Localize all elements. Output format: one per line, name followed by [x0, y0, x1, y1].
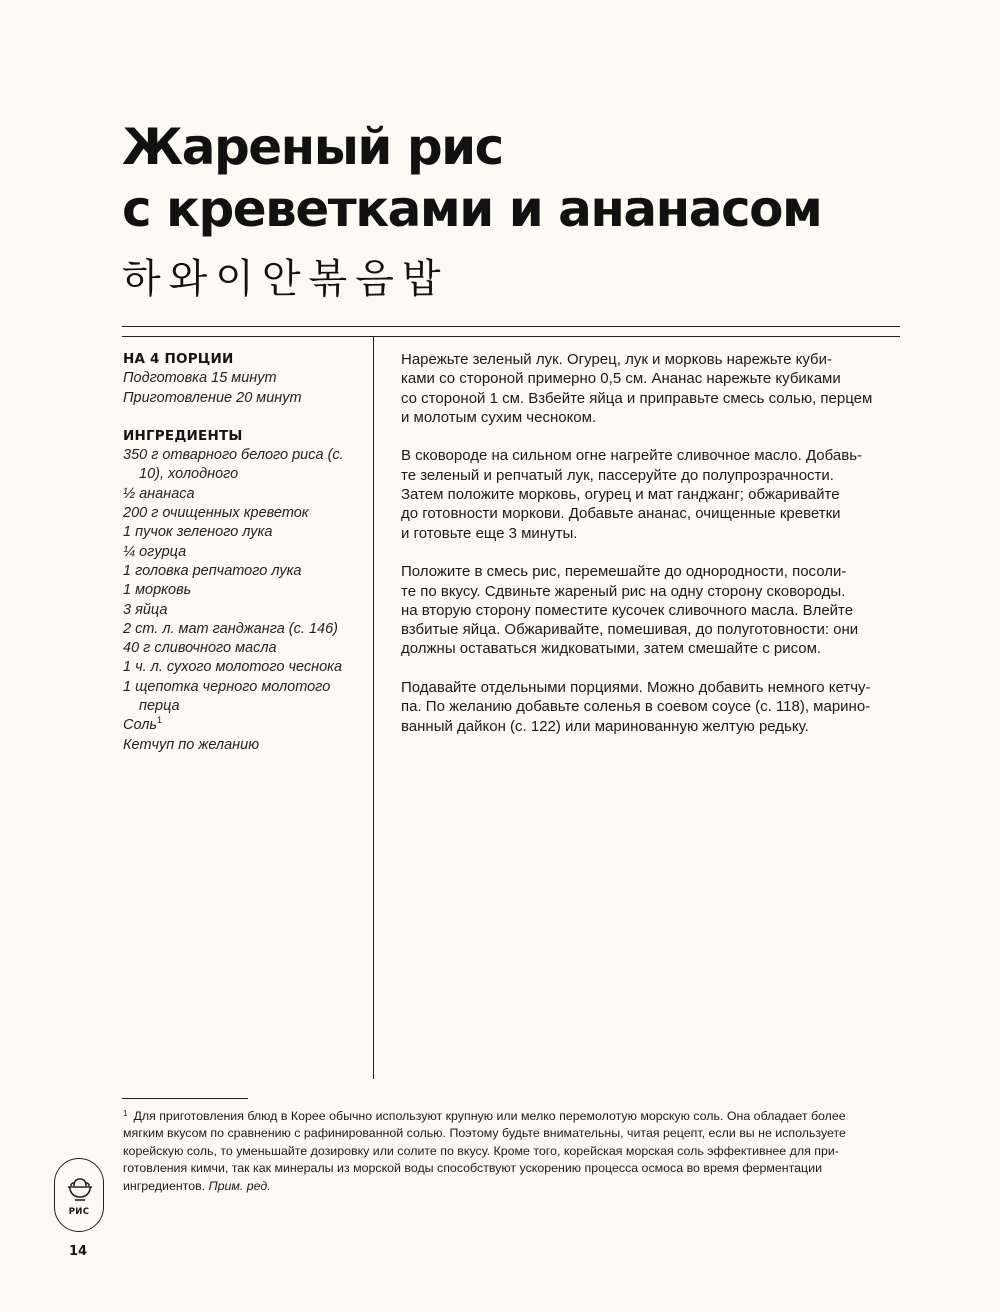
section-label: РИС	[68, 1207, 90, 1217]
step-line: и молотым сухим чесноком.	[401, 408, 597, 426]
step-line: Затем положите морковь, огурец и мат ганджанг; обжаривайте	[401, 486, 840, 504]
korean-title: 하와이안볶음밥	[122, 256, 449, 302]
ingredient-item: 1 морковь	[123, 582, 192, 599]
step-line: и готовьте еще 3 минуты.	[401, 524, 578, 542]
ingredient-salt-text: Соль	[123, 717, 158, 734]
footnote-line-last	[123, 1178, 901, 1195]
servings-heading: НА 4 ПОРЦИИ	[123, 351, 234, 367]
ingredient-item: ½ ананаса	[123, 485, 195, 502]
footnote-line	[123, 1108, 901, 1125]
column-divider	[373, 336, 374, 1079]
rice-bowl-icon	[65, 1173, 95, 1203]
ingredients-column	[123, 350, 363, 755]
step-line: должны оставаться жидковатыми, затем смешайте с рисом.	[401, 640, 822, 658]
cook-time: Приготовление 20 минут	[123, 389, 302, 406]
step-line: ками со стороной примерно 0,5 см. Ананас нарежьте кубиками	[401, 370, 841, 388]
ingredient-item-salt	[123, 716, 363, 735]
ingredient-item: 200 г очищенных креветок	[123, 505, 309, 522]
footnote-line: мягким вкусом по сравнению с рафинированной солью. Поэтому будьте внимательны, читая рецепт, если вы не используете	[123, 1126, 846, 1141]
ingredient-item: 1 щепотка черного молотого перца	[123, 678, 331, 715]
step-line: Нарежьте зеленый лук. Огурец, лук и морковь нарежьте куби-	[401, 351, 833, 368]
step-line: те по вкусу. Сдвиньте жареный рис на одну сторону сковороды.	[401, 582, 846, 600]
recipe-title-line-1: Жареный рис	[122, 118, 503, 176]
recipe-title	[122, 116, 821, 240]
step-paragraph-3	[401, 562, 901, 658]
page-number: 14	[69, 1244, 88, 1259]
header-rule-bottom	[122, 336, 900, 337]
footnote	[123, 1108, 901, 1195]
ingredient-item: Кетчуп по желанию	[123, 736, 260, 753]
ingredient-item: 3 яйца	[123, 601, 168, 618]
step-paragraph-4	[401, 678, 901, 736]
footnote-line-text: ингредиентов.	[123, 1178, 206, 1193]
prep-time: Подготовка 15 минут	[123, 370, 277, 387]
step-line: до готовности моркови. Добавьте ананас, очищенные креветки	[401, 505, 841, 523]
footnote-line: готовления кимчи, так как минералы из морской воды способствуют ускорению процесса осмоса во время ферментации	[123, 1161, 822, 1176]
step-line: В сковороде на сильном огне нагрейте сливочное масло. Добавь-	[401, 447, 863, 465]
step-line: па. По желанию добавьте соленья в соевом соусе (с. 118), марино-	[401, 698, 871, 716]
ingredient-item: ¼ огурца	[123, 543, 187, 560]
ingredient-item: 1 головка репчатого лука	[123, 562, 302, 579]
ingredient-item: 1 ч. л. сухого молотого чеснока	[123, 659, 343, 676]
step-paragraph-1	[401, 350, 901, 427]
ingredients-heading: ИНГРЕДИЕНТЫ	[123, 427, 243, 444]
ingredient-item: 1 пучок зеленого лука	[123, 524, 273, 541]
ingredient-item: 40 г сливочного масла	[123, 640, 277, 657]
footnote-line-text: Для приготовления блюд в Корее обычно используют крупную или мелко перемолотую морскую соль. Она обладает более	[133, 1109, 846, 1123]
recipe-title-line-2: с креветками и ананасом	[122, 180, 822, 238]
ingredient-item: 350 г отварного белого риса (с. 10), холодного	[123, 447, 344, 483]
editor-note: Прим. ред.	[208, 1178, 271, 1193]
footnote-marker: 1	[123, 1109, 128, 1118]
rice-section-badge	[54, 1158, 104, 1232]
header-rule-top	[122, 326, 900, 327]
footnote-reference[interactable]: 1	[157, 715, 163, 726]
instructions-column	[401, 350, 901, 755]
step-line: те зеленый и репчатый лук, пассеруйте до полупрозрачности.	[401, 466, 834, 484]
step-line: взбитые яйца. Обжаривайте, помешивая, до полуготовности: они	[401, 621, 859, 639]
step-line: Подавайте отдельными порциями. Можно добавить немного кетчу-	[401, 679, 871, 697]
ingredient-item: 2 ст. л. мат ганджанга (с. 146)	[123, 620, 338, 637]
ingredient-list	[123, 446, 363, 755]
step-line: на вторую сторону поместите кусочек сливочного масла. Влейте	[401, 601, 854, 619]
step-line: ванный дайкон (с. 122) или маринованную желтую редьку.	[401, 717, 809, 735]
step-paragraph-2	[401, 446, 901, 542]
footnote-rule	[122, 1098, 248, 1099]
step-line: со стороной 1 см. Взбейте яйца и приправьте смесь солью, перцем	[401, 389, 873, 407]
step-line: Положите в смесь рис, перемешайте до однородности, посоли-	[401, 563, 847, 581]
footnote-line: корейскую соль, то уменьшайте дозировку или солите по вкусу. Кроме того, корейская морская соль эффективнее для при-	[123, 1143, 839, 1158]
